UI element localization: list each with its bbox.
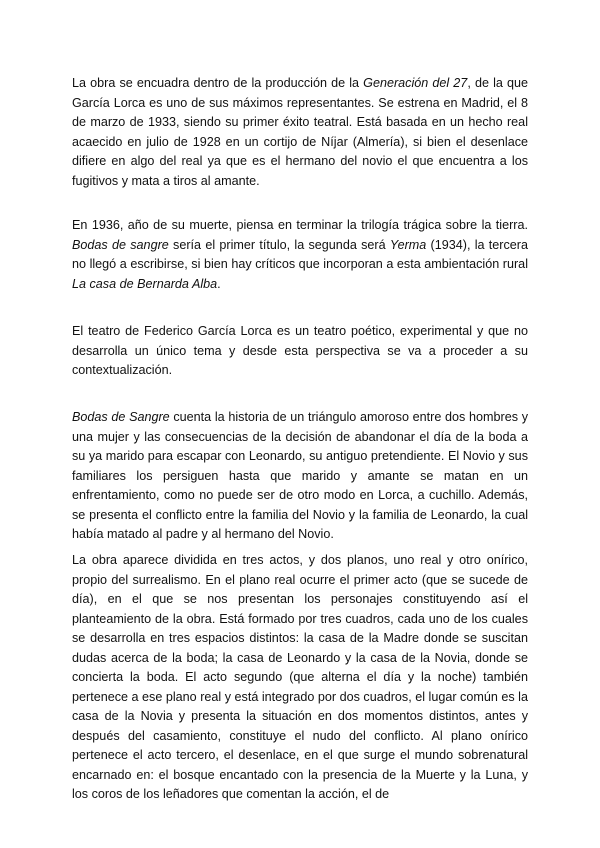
paragraph-estructura: La obra aparece dividida en tres actos, y dos planos, uno real y otro onírico, propio del surrealismo. En el plano real ocurre el primer acto (que se sucede de día), en el que se nos presentan los personajes constituyendo así el planteamiento de la obra. Está formado por tres cuadros, cada uno de los cuales se desarrolla en tres espacios distintos: la casa de la Madre donde se suscitan dudas acerca de la boda; la casa de Leonardo y la casa de la Novia, donde se concierta la boda. El acto segundo (que alterna el día y la noche) también pertenece a ese plano real y está integrado por dos cuadros, el lugar común es la casa de la Novia y presenta la situación en dos momentos distintos, antes y después del casamiento, constituye el nudo del conflicto. Al plano onírico pertenece el acto tercero, el desenlace, en el que surge el mundo sobrenatural encarnado en: el bosque encantado con la presencia de la Muerte y la Luna, y los coros de los leñadores que comentan la acción, el de (72, 553, 528, 801)
paragraph-teatro-poetico: El teatro de Federico García Lorca es un teatro poético, experimental y que no desarrolla un único tema y desde esta perspectiva se va a proceder a su contextualización. (72, 324, 528, 377)
paragraph-trilogia-tragica: En 1936, año de su muerte, piensa en terminar la trilogía trágica sobre la tierra. Bodas de sangre sería el primer título, la segunda será Yerma (1934), la tercera no llegó a escribirse, si bien hay críticos que incorporan a esta ambientación rural La casa de Bernarda Alba. (72, 218, 528, 291)
paragraph-obra-generacion-27: La obra se encuadra dentro de la producción de la Generación del 27, de la que García Lorca es uno de sus máximos representantes. Se estrena en Madrid, el 8 de marzo de 1933, siendo su primer éxito teatral. Está basada en un hecho real acaecido en julio de 1928 en un cortijo de Níjar (Almería), si bien el desenlace difiere en algo del real ya que es el hermano del novio el que encuentra a los fugitivos y mata a tiros al amante. (72, 76, 529, 188)
paragraph-argumento: Bodas de Sangre cuenta la historia de un triángulo amoroso entre dos hombres y una mujer y las consecuencias de la decisión de abandonar el día de la boda a su ya marido para escapar con Leonardo, su antiguo pretendiente. El Novio y sus familiares los persiguen hasta que marido y amante se matan en un enfrentamiento, como no puede ser de otro modo en Lorca, a cuchillo. Además, se presenta el conflicto entre la familia del Novio y la familia de Leonardo, la cual había matado al padre y al hermano del Novio. (72, 410, 528, 541)
